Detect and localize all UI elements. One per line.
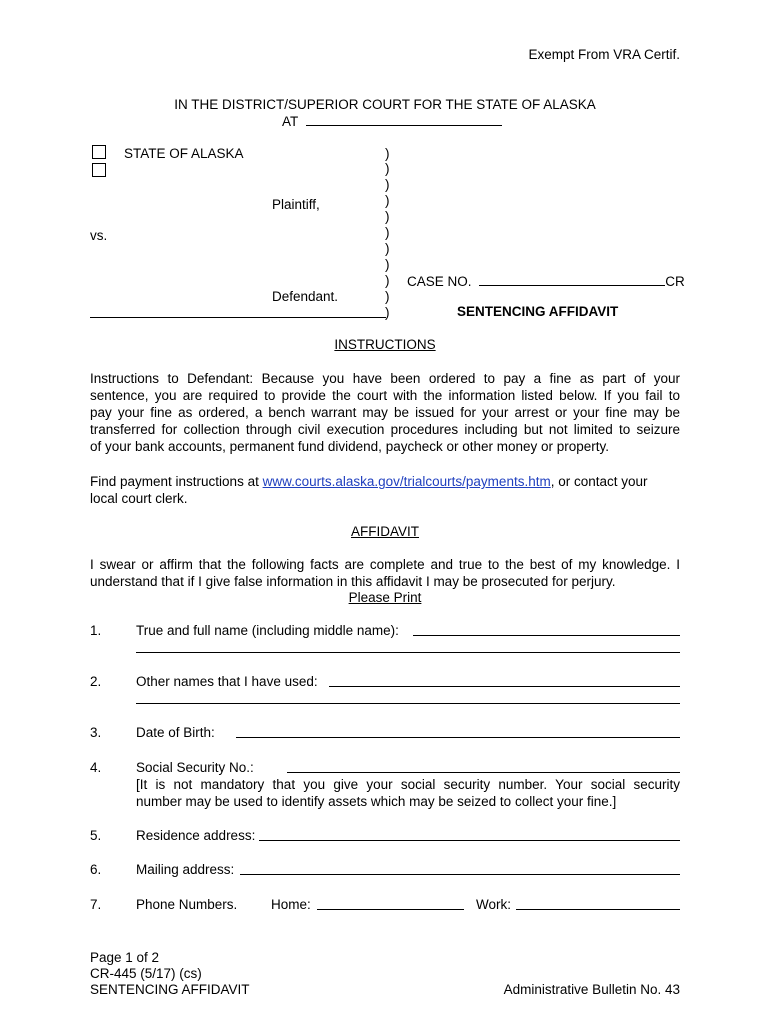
caption-paren: )	[385, 225, 390, 240]
court-location-field[interactable]	[306, 112, 502, 126]
caption-paren: )	[385, 305, 390, 320]
item-number: 4.	[90, 760, 102, 775]
caption-paren: )	[385, 273, 390, 288]
ssn-note-line: [It is not mandatory that you give your social security number. Your social security	[136, 777, 680, 792]
document-title: SENTENCING AFFIDAVIT	[457, 304, 619, 319]
residence-address-label: Residence address:	[136, 828, 256, 843]
form-name: SENTENCING AFFIDAVIT	[90, 982, 250, 997]
case-number-line	[407, 272, 685, 290]
caption-paren: )	[385, 161, 390, 176]
mailing-address-label: Mailing address:	[136, 862, 235, 877]
item-number: 7.	[90, 897, 102, 912]
instructions-line: transferred for collection through civil execution procedures including but not limited to seizure	[90, 422, 680, 437]
payment-instructions	[90, 473, 680, 507]
exempt-notice: Exempt From VRA Certif.	[528, 47, 680, 62]
full-name-field-continued[interactable]	[136, 652, 680, 653]
instructions-line: Instructions to Defendant: Because you have been ordered to pay a fine as part of your	[90, 371, 680, 386]
please-print-label: Please Print	[348, 590, 422, 605]
phone-numbers-label: Phone Numbers.	[136, 897, 238, 912]
mailing-address-field[interactable]	[240, 874, 680, 875]
instructions-paragraph	[90, 370, 680, 455]
instructions-line: of your bank accounts, permanent fund dividend, paycheck or other money or property.	[90, 439, 610, 454]
caption-paren: )	[385, 209, 390, 224]
other-plaintiff-checkbox[interactable]	[92, 163, 106, 177]
vs-label: vs.	[90, 228, 108, 243]
caption-paren: )	[385, 193, 390, 208]
item-number: 2.	[90, 674, 102, 689]
caption-paren: )	[385, 177, 390, 192]
home-phone-label: Home:	[271, 897, 311, 912]
case-number-field[interactable]	[479, 272, 665, 286]
ssn-note	[136, 776, 680, 810]
page-number: Page 1 of 2	[90, 950, 160, 965]
payments-link[interactable]: www.courts.alaska.gov/trialcourts/payments.htm	[262, 474, 551, 489]
instructions-line: sentence, you are required to provide the court with the information listed below. If you fail to	[90, 388, 680, 403]
affidavit-paragraph	[90, 556, 680, 590]
item-number: 6.	[90, 862, 102, 877]
state-of-alaska-checkbox[interactable]	[92, 145, 106, 159]
affidavit-heading: AFFIDAVIT	[350, 524, 419, 539]
caption-paren: )	[385, 257, 390, 272]
item-number: 3.	[90, 725, 102, 740]
work-phone-field[interactable]	[516, 909, 680, 910]
caption-paren: )	[385, 289, 390, 304]
full-name-label: True and full name (including middle name):	[136, 623, 399, 638]
ssn-field[interactable]	[287, 772, 680, 773]
plaintiff-label: Plaintiff,	[272, 197, 320, 212]
other-names-label: Other names that I have used:	[136, 674, 318, 689]
defendant-name-line[interactable]	[90, 317, 386, 318]
form-number: CR-445 (5/17) (cs)	[90, 966, 202, 981]
court-location-line	[282, 112, 502, 130]
court-title: IN THE DISTRICT/SUPERIOR COURT FOR THE STATE OF ALASKA	[174, 97, 596, 112]
ssn-label: Social Security No.:	[136, 760, 254, 775]
item-number: 5.	[90, 828, 102, 843]
affidavit-line: understand that if I give false information in this affidavit I may be prosecuted for perjury.	[90, 574, 616, 589]
plaintiff-option-label: STATE OF ALASKA	[124, 146, 244, 161]
other-names-field[interactable]	[329, 686, 680, 687]
date-of-birth-field[interactable]	[236, 737, 680, 738]
case-suffix: CR	[665, 274, 685, 289]
affidavit-line: I swear or affirm that the following facts are complete and true to the best of my knowledge. I	[90, 557, 680, 572]
work-phone-label: Work:	[476, 897, 512, 912]
payment-text-after: , or contact your	[550, 474, 648, 489]
instructions-heading: INSTRUCTIONS	[334, 337, 436, 352]
caption-paren: )	[385, 146, 390, 161]
date-of-birth-label: Date of Birth:	[136, 725, 215, 740]
instructions-line: pay your fine as ordered, a bench warrant may be issued for your arrest or your fine may be	[90, 405, 680, 420]
payment-line-2: local court clerk.	[90, 491, 188, 506]
administrative-bulletin: Administrative Bulletin No. 43	[503, 982, 680, 997]
residence-address-field[interactable]	[259, 840, 680, 841]
full-name-field[interactable]	[413, 635, 680, 636]
home-phone-field[interactable]	[317, 909, 464, 910]
defendant-label: Defendant.	[272, 289, 339, 304]
other-names-field-continued[interactable]	[136, 703, 680, 704]
payment-text: Find payment instructions at	[90, 474, 263, 489]
at-label: AT	[282, 114, 299, 129]
case-no-label: CASE NO.	[407, 274, 472, 289]
ssn-note-line: number may be used to identify assets which may be seized to collect your fine.]	[136, 794, 617, 809]
caption-paren: )	[385, 241, 390, 256]
item-number: 1.	[90, 623, 102, 638]
payment-line	[90, 473, 680, 490]
